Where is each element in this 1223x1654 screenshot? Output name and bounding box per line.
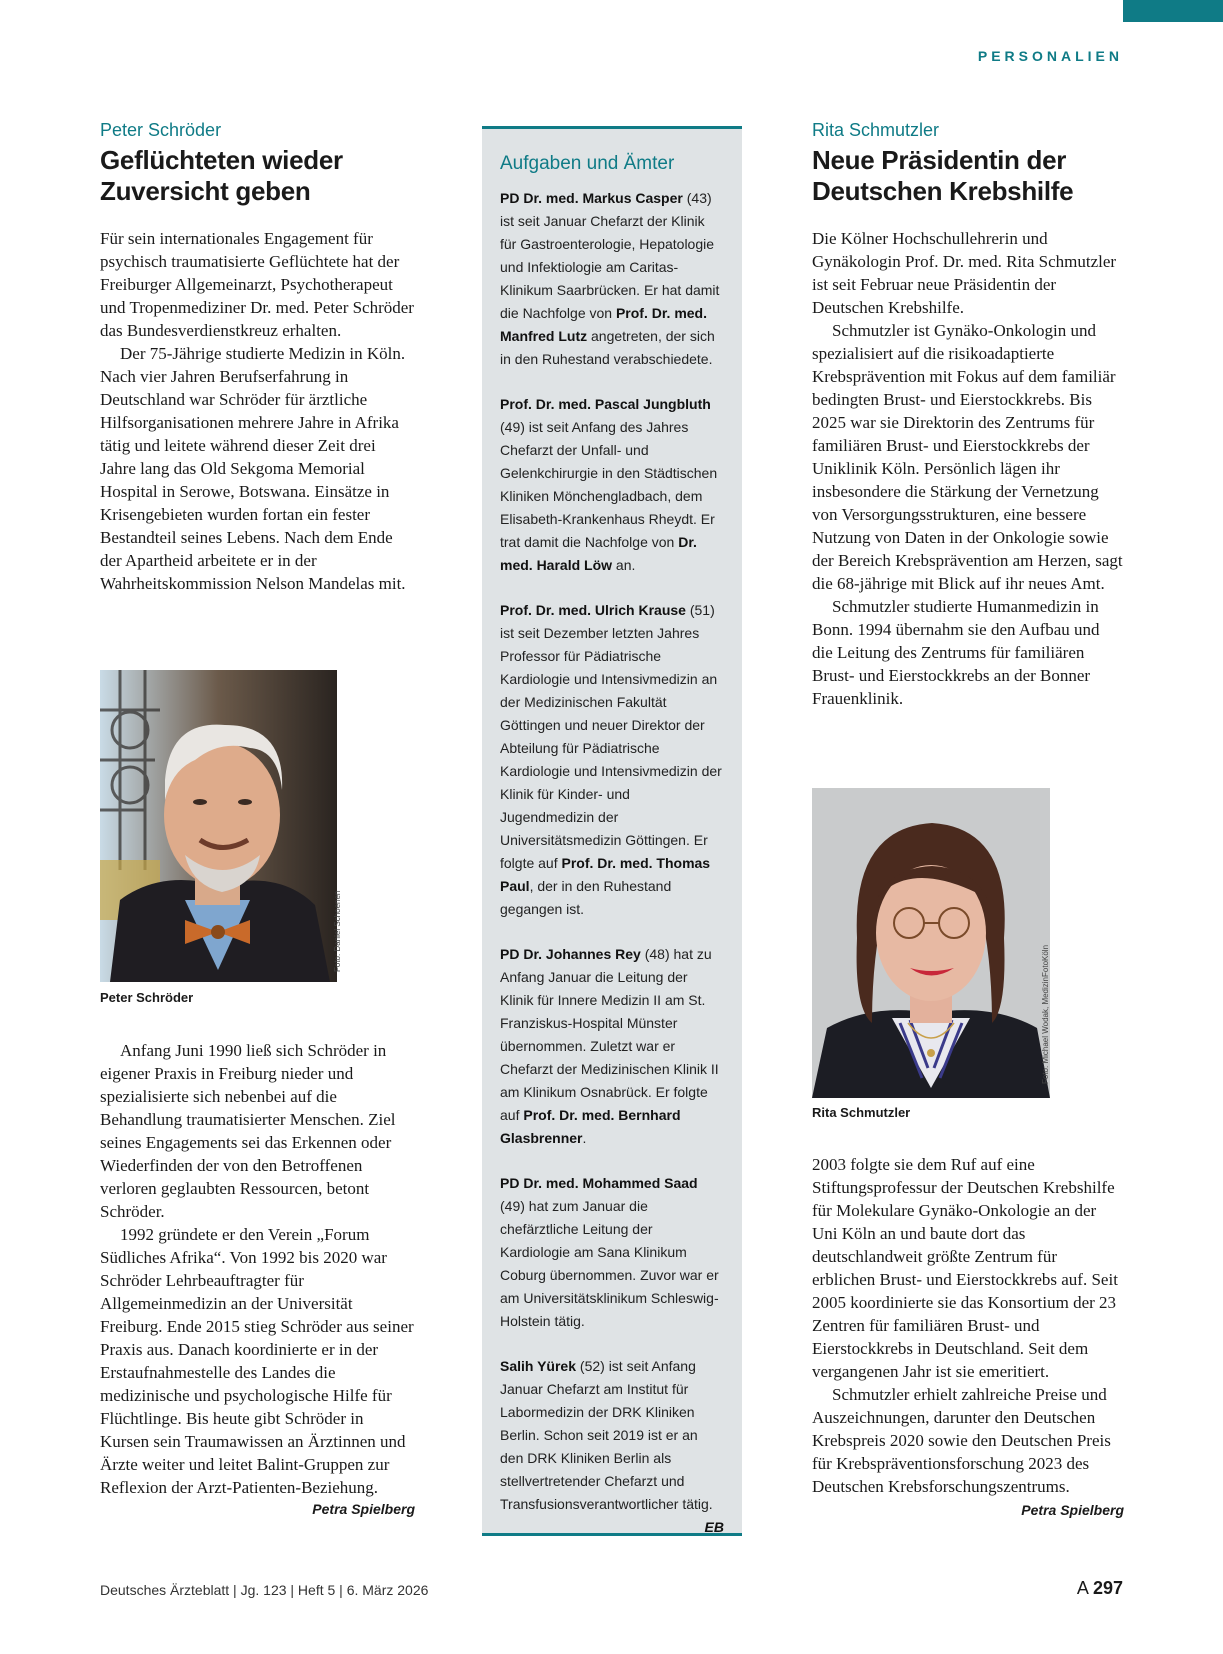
entry-name: PD Dr. Johannes Rey xyxy=(500,946,641,962)
paragraph: Die Kölner Hochschullehrerin und Gynäkologin Prof. Dr. med. Rita Schmutzler ist seit Februar neue Präsidentin der Deutschen Krebshilfe. xyxy=(812,229,1117,317)
sidebar-entry xyxy=(500,1172,724,1333)
portrait-image xyxy=(100,670,337,982)
paragraph xyxy=(812,1383,1124,1518)
portrait-image xyxy=(812,788,1050,1098)
entry-name: Salih Yürek xyxy=(500,1358,577,1374)
right-article xyxy=(812,120,1124,710)
left-photo-caption: Peter Schröder xyxy=(100,990,194,1005)
sidebar-signature: EB xyxy=(704,1519,724,1535)
paragraph: Anfang Juni 1990 ließ sich Schröder in eigener Praxis in Freiburg nieder und spezialisierte sich nebenbei auf die Behandlung traumatisierter Menschen. Ziel seines Engagements sei das Erkennen oder Wiederfinden der von den Betroffenen verloren geglaubten Ressourcen, betont Schröder. xyxy=(100,1041,396,1221)
entry-name: PD Dr. med. Mohammed Saad xyxy=(500,1175,698,1191)
paragraph: Der 75-Jährige studierte Medizin in Köln. Nach vier Jahren Berufserfahrung in Deutschland war Schröder für ärztliche Hilfsorganisationen mehrere Jahre in Afrika tätig und leitete während dieser Zeit drei Jahre lang das Old Sekgoma Memorial Hospital in Serowe, Botswana. Einsätze in Krisengebieten wurden fortan ein fester Bestandteil seines Lebens. Nach dem Ende der Apartheid arbeitete er in der Wahrheitskommission Nelson Mandelas mit. xyxy=(100,344,406,593)
sidebar-entry xyxy=(500,1355,724,1535)
right-photo-credit: Foto: Michael Wodak, MedizinFotoKöln xyxy=(1041,944,1050,1084)
sidebar-box xyxy=(482,126,742,1536)
entry-text: (49) hat zum Januar die chefärztliche Leitung der Kardiologie am Sana Klinikum Coburg übernommen. Zuvor war er am Universitätsklinikum Schleswig-Holstein tätig. xyxy=(500,1198,719,1329)
right-kicker: Rita Schmutzler xyxy=(812,120,940,140)
left-body-bottom xyxy=(100,1039,415,1499)
left-article xyxy=(100,120,415,595)
entry-text: (51) ist seit Dezember letzten Jahres Professor für Pädiatrische Kardiologie und Intensivmedizin an der Medizinischen Fakultät Göttingen und neuer Direktor der Abteilung für Pädiatrische Kardiologie und Intensivmedizin der Klinik für Kinder- und Jugendmedizin der Universitätsmedizin Göttingen. Er folgte auf xyxy=(500,602,722,871)
sidebar-entry xyxy=(500,599,724,921)
entry-name: PD Dr. med. Markus Casper xyxy=(500,190,683,206)
left-article-continued xyxy=(100,1039,415,1519)
sidebar-title: Aufgaben und Ämter xyxy=(500,153,675,174)
sidebar-entries xyxy=(500,187,724,1535)
entry-text-end: . xyxy=(582,1130,587,1146)
sidebar-entry xyxy=(500,393,724,577)
paragraph-text: Schmutzler erhielt zahlreiche Preise und Auszeichnungen, darunter den Deutschen Krebspreis 2020 sowie den Deutschen Preis für Krebspräventionsforschung 2023 des Deutschen Krebsforschungszentrums. xyxy=(812,1385,1111,1496)
journal-citation: Deutsches Ärzteblatt | Jg. 123 | Heft 5 | 6. März 2026 xyxy=(100,1582,429,1598)
right-photo-caption: Rita Schmutzler xyxy=(812,1105,911,1120)
entry-text-end: angetreten, der sich in den Ruhestand verabschiedete. xyxy=(500,328,715,367)
entry-text: (43) ist seit Januar Chefarzt der Klinik für Gastroenterologie, Hepatologie und Infektiologie am Caritas-Klinikum Saarbrücken. Er hat damit die Nachfolge von xyxy=(500,190,720,321)
paragraph: Schmutzler ist Gynäko-Onkologin und spezialisiert auf die risikoadaptierte Krebsprävention mit Fokus auf dem familiär bedingten Brust- und Eierstockkrebs. Bis 2025 war sie Direktorin des Zentrums für familiären Brust- und Eierstockkrebs der Uniklinik Köln. Persönlich lägen ihr insbesondere die Stärkung der Vernetzung von Versorgungsstrukturen, eine bessere Nutzung von Daten in der Onkologie sowie der Bereich Krebsprävention am Herzen, sagt die 68-jährige mit Blick auf ihr neues Amt. xyxy=(812,321,1123,593)
right-body-bottom xyxy=(812,1153,1124,1518)
entry-text-end: an. xyxy=(612,557,636,573)
page-number xyxy=(1077,1578,1123,1599)
paragraph: 2003 folgte sie dem Ruf auf eine Stiftungsprofessur der Deutschen Krebshilfe für Molekulare Gynäko-Onkologie an der Uni Köln an und baute dort das deutschlandweit größte Zentrum für erblichen Brust- und Eierstockkrebs auf. Seit 2005 koordinierte sie das Konsortium der 23 Zentren für familiären Brust- und Eierstockkrebs in Deutschland. Seit dem vergangenen Jahr ist sie emeritiert. xyxy=(812,1155,1118,1381)
entry-successor-name: Dr. med. Harald Löw xyxy=(500,534,697,573)
entry-successor-name: Prof. Dr. med. Manfred Lutz xyxy=(500,305,707,344)
left-author: Petra Spielberg xyxy=(312,1501,415,1517)
entry-text-end: , der in den Ruhestand gegangen ist. xyxy=(500,878,672,917)
left-headline: Geflüchteten wieder Zuversicht geben xyxy=(100,145,343,206)
right-author: Petra Spielberg xyxy=(1021,1502,1124,1518)
entry-successor-name: Prof. Dr. med. Thomas Paul xyxy=(500,855,711,894)
left-photo-credit: Foto: Daniel Schoenen xyxy=(333,890,342,972)
rita-schmutzler-photo xyxy=(812,788,1050,1098)
page-prefix: A xyxy=(1076,1578,1088,1598)
entry-text: (48) hat zu Anfang Januar die Leitung der Klinik für Innere Medizin II am St. Franziskus-Hospital Münster übernommen. Zuletzt war er Chefarzt der Medizinischen Klinik II am Klinikum Osnabrück. Er folgte auf xyxy=(500,946,719,1123)
section-label: PERSONALIEN xyxy=(977,48,1123,64)
sidebar-entry xyxy=(500,943,724,1150)
left-author-line xyxy=(100,1501,415,1519)
right-headline: Neue Präsidentin der Deutschen Krebshilfe xyxy=(812,145,1074,206)
peter-schroeder-photo xyxy=(100,670,337,982)
paragraph: 1992 gründete er den Verein „Forum Südliches Afrika“. Von 1992 bis 2020 war Schröder Lehrbeauftragter für Allgemeinmedizin an der Universität Freiburg. Ende 2015 stieg Schröder aus seiner Praxis aus. Danach koordinierte er in der Erstaufnahmestelle des Landes die medizinische und psychologische Hilfe für Flüchtlinge. Bis heute gibt Schröder in Kursen sein Traumawissen an Ärztinnen und Ärzte weiter und leitet Balint-Gruppen zur Reflexion der Arzt-Patienten-Beziehung. xyxy=(100,1225,414,1497)
entry-text: (49) ist seit Anfang des Jahres Chefarzt der Unfall- und Gelenkchirurgie in den Städtischen Kliniken Mönchengladbach, dem Elisabeth-Krankenhaus Rheydt. Er trat damit die Nachfolge von xyxy=(500,419,718,550)
entry-name: Prof. Dr. med. Pascal Jungbluth xyxy=(500,396,711,412)
left-body-top xyxy=(100,227,415,595)
sidebar-entry xyxy=(500,187,724,371)
page-number-value: 297 xyxy=(1092,1578,1123,1598)
entry-successor-name: Prof. Dr. med. Bernhard Glasbrenner xyxy=(500,1107,681,1146)
corner-accent-bar xyxy=(1123,0,1223,22)
right-body-top xyxy=(812,227,1124,710)
right-article-continued xyxy=(812,1153,1124,1522)
paragraph: Für sein internationales Engagement für psychisch traumatisierte Geflüchtete hat der Freiburger Allgemeinarzt, Psychotherapeut und Tropenmediziner Dr. med. Peter Schröder das Bundesverdienstkreuz erhalten. xyxy=(100,229,414,340)
entry-name: Prof. Dr. med. Ulrich Krause xyxy=(500,602,686,618)
entry-text: (52) ist seit Anfang Januar Chefarzt am Institut für Labormedizin der DRK Kliniken Berlin. Schon seit 2019 ist er an den DRK Kliniken Berlin als stellvertretender Chefarzt und Transfusionsverantwortlicher tätig. xyxy=(500,1358,713,1512)
paragraph: Schmutzler studierte Humanmedizin in Bonn. 1994 übernahm sie den Aufbau und die Leitung des Zentrums für familiären Brust- und Eierstockkrebs an der Bonner Frauenklinik. xyxy=(812,597,1100,708)
left-kicker: Peter Schröder xyxy=(100,120,222,140)
